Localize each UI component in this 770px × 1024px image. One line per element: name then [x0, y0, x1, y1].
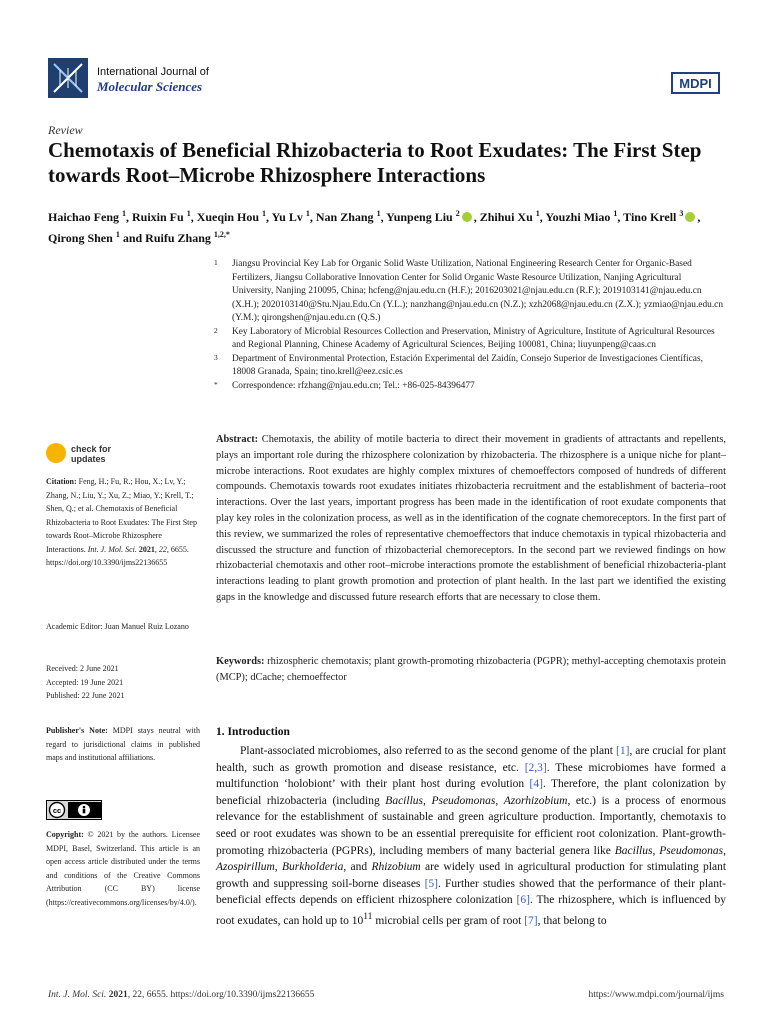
received-date: Received: 2 June 2021	[46, 664, 119, 673]
citation-journal: Int. J. Mol. Sci.	[87, 544, 137, 554]
citation-label: Citation:	[46, 477, 77, 486]
author-affiliation-mark: 2	[455, 209, 460, 218]
intro-text: , are crucial for plant health, such as growth promotion and disease resistance, etc.	[216, 745, 727, 774]
affiliation-text: Key Laboratory of Microbial Resources Collection and Preservation, Ministry of Agriculture, Institute of Agricultural Resources and Regional Planning, Chinese Academy of Agricultural Sciences, Beijing 100081, China; liuyunpeng@caas.cn	[232, 326, 715, 350]
affiliation-text: Jiangsu Provincial Key Lab for Organic Solid Waste Utilization, National Engineering Research Center for Organic-Based Fertilizers, Jiangsu Collaborative Innovation Center for Solid Organic Waste Resource Utilization, Nanjing Agricultural University, Nanjing 210095, China; hcfeng@njau.edu.cn (H.F.); 2016203021@njau.edu.cn (R.F.); 2019103141@njau.edu.cn (X.H.); 2020103140@Stu.Njau.Edu.Cn (Y.L.); nanzhang@njau.edu.cn (N.Z.); xzh2068@njau.edu.cn (Z.X.); yzmiao@njau.edu.cn (Y.M.); qirongshen@njau.edu.cn (Q.S.)	[232, 259, 724, 323]
footer-citation	[48, 990, 314, 1000]
journal-logo	[48, 58, 88, 98]
intro-text: ,	[423, 794, 426, 807]
taxon-name: Bacillus	[385, 794, 423, 807]
reference-link[interactable]: [1]	[616, 745, 630, 757]
mdpi-logo-text: MDPI	[679, 76, 712, 91]
taxon-name: Pseudomonas	[431, 794, 496, 807]
superscript-exponent: 11	[363, 910, 373, 922]
intro-text: , and	[343, 861, 368, 874]
taxon-name: Burkholderia	[282, 861, 344, 874]
citation-volume: 22	[158, 544, 167, 554]
keywords-text: rhizospheric chemotaxis; plant growth-promoting rhizobacteria (PGPR); methyl-accepting chemotaxis protein (MCP); dCache; chemoeffector	[216, 656, 726, 683]
citation-year: 2021	[138, 544, 155, 554]
publisher-note	[46, 724, 200, 765]
accepted-date: Accepted: 19 June 2021	[46, 677, 124, 687]
author-affiliation-mark: 1	[535, 209, 540, 218]
author-affiliation-mark: 1	[115, 230, 120, 239]
author-affiliation-mark: 1	[376, 209, 381, 218]
author-affiliation-mark: 1	[262, 209, 267, 218]
citation-text: Feng, H.; Fu, R.; Hou, X.; Lv, Y.; Zhang, N.; Liu, Y.; Xu, Z.; Miao, Y.; Krell, T.; Shen, Q.; et al. Chemotaxis of Beneficial Rhizobacteria to Root Exudates: The First Step towards Root–Microbe Rhizosphere Interactions.	[46, 477, 197, 554]
reference-link[interactable]: [5]	[424, 877, 438, 890]
check-updates-line1: check for	[71, 444, 112, 454]
keywords-label: Keywords:	[216, 656, 265, 667]
copyright-label: Copyright:	[46, 830, 84, 839]
citation-block: Citation: Feng, H.; Fu, R.; Hou, X.; Lv, Y.; Zhang, N.; Liu, Y.; Xu, Z.; Miao, Y.; Krell, T.; Shen, Q.; et al. Chemotaxis of Beneficial Rhizobacteria to Root Exudates: The First Step towards Root–Microbe Rhizosphere Interactions. Int. J. Mol. Sci. 2021, 22, 6655. https://doi.org/10.3390/ijms22136655	[46, 477, 197, 567]
author-name[interactable]: Xueqin Hou	[196, 210, 260, 224]
citation-doi[interactable]: , 6655. https://doi.org/10.3390/ijms22136655	[46, 544, 189, 567]
affiliation-item	[214, 326, 724, 353]
publisher-note-text: MDPI stays neutral with regard to jurisdictional claims in published maps and institutional affiliations.	[46, 726, 201, 762]
keywords	[216, 654, 726, 686]
affiliations	[214, 258, 724, 393]
taxon-name: Azorhizobium	[503, 794, 568, 807]
reference-link[interactable]: [7]	[524, 914, 538, 927]
author-name[interactable]: Yunpeng Liu	[386, 210, 453, 224]
author-affiliation-mark: 1	[613, 209, 618, 218]
affiliation-mark: 1	[214, 258, 218, 267]
taxon-name: Azospirillum	[216, 861, 275, 874]
cc-by-license-icon[interactable]	[46, 800, 102, 820]
author-affiliation-mark: 1	[305, 209, 310, 218]
affiliation-text: Correspondence: rfzhang@njau.edu.cn; Tel.: +86-025-84396477	[232, 380, 475, 391]
author-name[interactable]: Nan Zhang	[315, 210, 374, 224]
mdpi-logo	[668, 69, 723, 97]
affiliation-mark: *	[214, 379, 218, 389]
intro-text: . The rhizosphere, which is influenced by root exudates, can hold up to 10	[216, 894, 726, 927]
academic-editor: Academic Editor: Juan Manuel Ruiz Lozano	[46, 622, 189, 631]
reference-link[interactable]: [6]	[516, 894, 530, 907]
svg-text:cc: cc	[52, 806, 62, 815]
copyright-text: © 2021 by the authors. Licensee MDPI, Basel, Switzerland. This article is an open access article distributed under the terms and conditions of the Creative Commons Attribution (CC BY) license (https://creativecommons.org/licenses/by/4.0/).	[46, 830, 201, 907]
intro-text: ,	[652, 844, 656, 857]
reference-link[interactable]: [2,3]	[524, 761, 547, 774]
intro-text: . These microbiomes have formed a multifunction ‘holobiont’ with their plant host during evolution	[216, 761, 726, 791]
check-updates-line2: updates	[71, 454, 106, 464]
copyright-block	[46, 828, 200, 909]
article-dates	[46, 662, 200, 703]
affiliation-mark: 3	[214, 352, 218, 362]
footer-journal: Int. J. Mol. Sci.	[48, 990, 107, 1000]
article-type: Review	[48, 123, 83, 137]
reference-link[interactable]: [4]	[529, 778, 543, 791]
taxon-name: Bacillus	[614, 844, 653, 857]
author-name[interactable]: Youzhi Miao	[545, 210, 611, 224]
author-affiliation-mark: 1	[122, 209, 126, 218]
section-heading-introduction: 1. Introduction	[216, 726, 290, 738]
check-updates-icon	[46, 443, 66, 463]
intro-text: are widely used in agricultural production for stimulating plant growth and suppressing soil-borne diseases	[216, 861, 727, 890]
journal-name-line2: Molecular Sciences	[97, 79, 203, 94]
author-list: Haichao Feng $^1$, Ruixin Fu $^1$, Xueqin Hou $^1$, Yu Lv $^1$, Nan Zhang $^1$, Yunpeng Liu $^2$ , Zhihui Xu $^1$, Youzhi Miao $^1$, Tino Krell $^3$ , Qirong Shen $^1$ and Ruifu Zhang $^{1,2,*}$	[48, 209, 701, 245]
intro-text: . Further studies showed that the performance of their plant-beneficial effects depends on efficient rhizosphere colonization	[216, 877, 727, 907]
author-affiliation-mark: 1	[186, 209, 191, 218]
orcid-icon[interactable]	[462, 212, 472, 222]
intro-text: microbial cells per gram of root	[375, 914, 522, 927]
taxon-name: Rhizobium	[371, 861, 421, 874]
taxon-name: Pseudomonas	[659, 844, 724, 857]
intro-text: ,	[723, 844, 726, 857]
abstract-text: Chemotaxis, the ability of motile bacteria to direct their movement in gradients of attractants and repellents, plays an important role during the rhizosphere colonization by rhizobacteria. The rhizosphere is a unique niche for plant–microbe interactions. Root exudates are highly complex mixtures of chemoeffectors composed of hundreds of different compounds. Chemotaxis towards root exudates initiates rhizobacteria recruitment and the establishment of bacteria–root interactions. Over the last years, important progress has been made in the identification of root exudate components that play key roles in the colonization process, as well as in the identification of the cognate chemoreceptors. In the first part of this review, we summarized the roles of representative chemoeffectors that induce chemotaxis in typical rhizobacteria and discussed the structure and function of rhizobacterial chemoreceptors. In the second part we reviewed findings on how rhizobacterial chemotaxis and other root–microbe interactions promote the establishment of beneficial rhizobacteria-plant interactions leading to plant growth promotion and protection of plant health. In the last part we identified the existing gaps in the knowledge and discussed future research efforts that are necessary to close them.	[216, 434, 726, 603]
published-date: Published: 22 June 2021	[46, 691, 125, 700]
journal-name-line1: International Journal of	[97, 66, 209, 78]
intro-text: , that belong to	[537, 914, 607, 927]
author-affiliation-mark: 3	[679, 209, 684, 218]
abstract-label: Abstract:	[216, 434, 259, 445]
footer-doi[interactable]: , 22, 6655. https://doi.org/10.3390/ijms22136655	[127, 990, 315, 1000]
author-name[interactable]: Zhihui Xu	[479, 210, 533, 224]
introduction-paragraph	[216, 743, 726, 929]
intro-text: . Therefore, the plant colonization by beneficial rhizobacteria (including	[216, 778, 726, 807]
author-name[interactable]: Haichao Feng	[48, 210, 119, 224]
affiliation-item	[214, 380, 724, 394]
footer-journal-url[interactable]: https://www.mdpi.com/journal/ijms	[588, 990, 724, 1000]
footer-year: 2021	[108, 990, 128, 1000]
author-affiliation-mark: 1,2,*	[213, 230, 230, 239]
intro-text: ,	[495, 794, 499, 807]
author-name[interactable]: Ruixin Fu	[132, 210, 184, 224]
affiliation-item	[214, 353, 724, 380]
author-name[interactable]: Qirong Shen	[48, 231, 113, 245]
affiliation-mark: 2	[214, 325, 218, 335]
intro-text: ,	[274, 861, 278, 874]
article-title: Chemotaxis of Beneficial Rhizobacteria to Root Exudates: The First Step towards Root–Microbe Rhizosphere Interactions	[48, 138, 702, 187]
author-name[interactable]: Yu Lv	[271, 210, 303, 224]
affiliation-item	[214, 258, 724, 326]
intro-text: , etc.) is a process of enormous relevance for the establishment of sustainable and green agriculture production. Importantly, chemotaxis to seed or root exudates was shown to be an essential prerequisite for efficient root colonization. Plant-growth-promoting rhizobacteria (PGPRs), including members of many bacterial genera like	[216, 794, 726, 857]
check-for-updates-badge[interactable]	[46, 443, 116, 465]
intro-text: Plant-associated microbiomes, also referred to as the second genome of the plant	[240, 745, 614, 757]
author-name[interactable]: Tino Krell	[623, 210, 677, 224]
orcid-icon[interactable]	[685, 212, 695, 222]
abstract	[216, 432, 726, 606]
affiliation-text: Department of Environmental Protection, Estación Experimental del Zaidín, Consejo Superior de Investigaciones Científicas, 18008 Granada, Spain; tino.krell@eez.csic.es	[232, 353, 703, 377]
publisher-note-label: Publisher's Note:	[46, 726, 108, 735]
author-name[interactable]: Ruifu Zhang	[145, 231, 211, 245]
